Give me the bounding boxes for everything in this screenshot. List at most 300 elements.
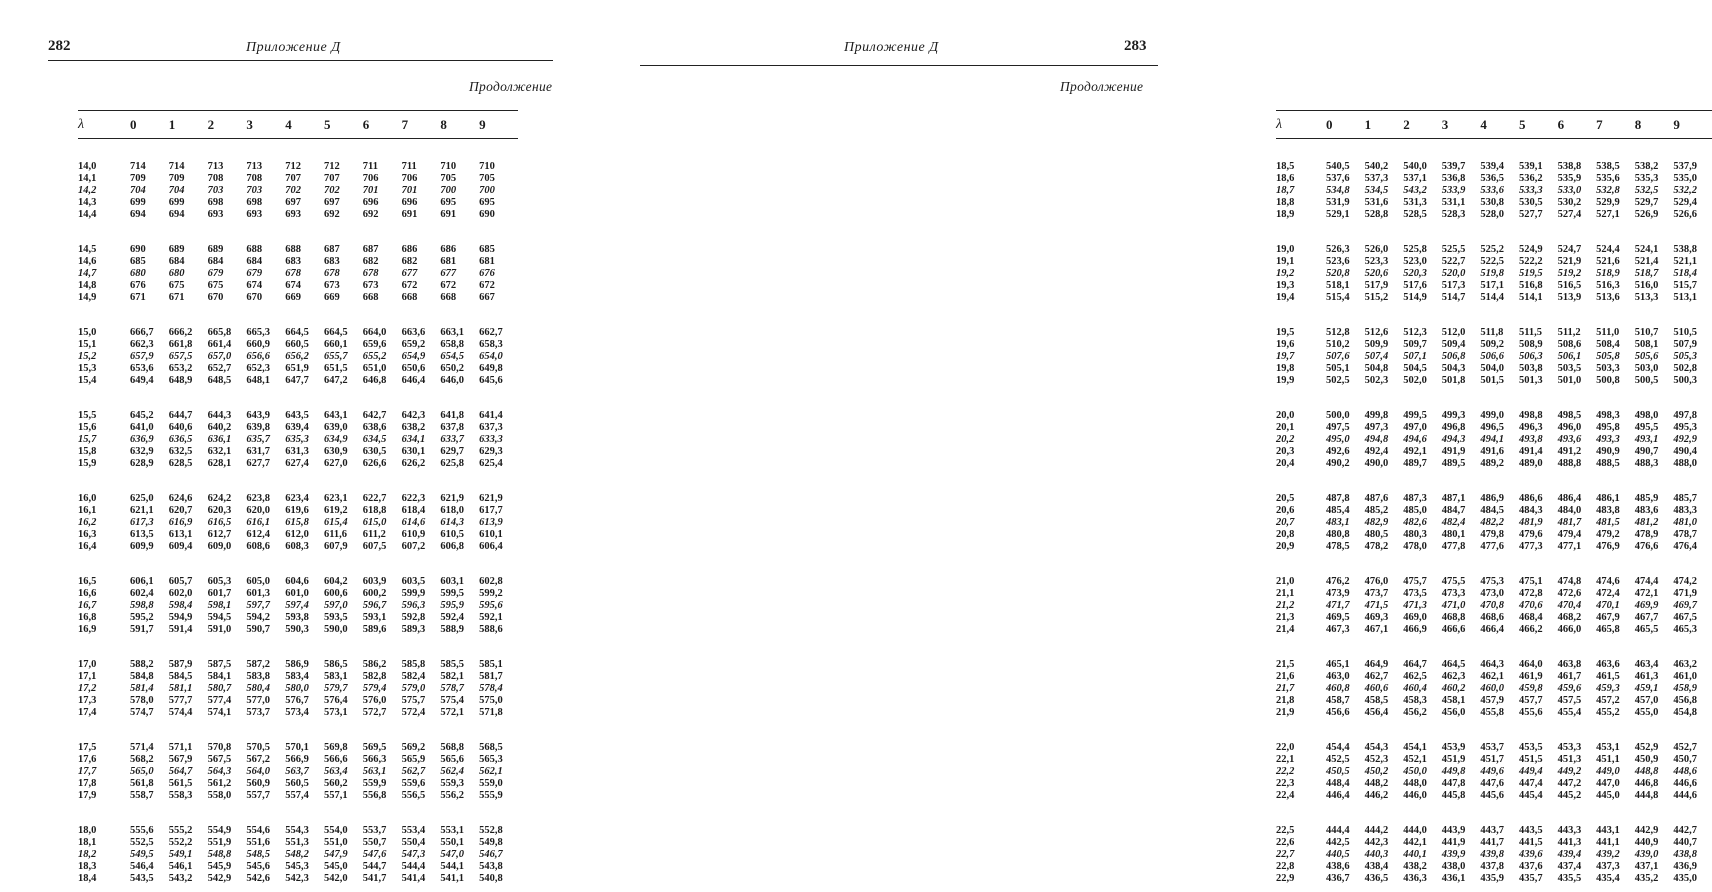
- top-rule: [640, 65, 1158, 66]
- value-cell: 477,8: [1442, 541, 1481, 553]
- lambda-cell: 21,3: [1276, 612, 1326, 624]
- table-row: [78, 339, 518, 351]
- value-cell: 446,0: [1403, 790, 1442, 802]
- value-cell: 645,6: [479, 375, 518, 387]
- value-cell: 543,2: [1403, 185, 1442, 197]
- value-cell: 525,2: [1480, 244, 1519, 256]
- value-cell: 457,7: [1519, 695, 1558, 707]
- value-cell: 492,4: [1365, 446, 1404, 458]
- value-cell: 557,1: [324, 790, 363, 802]
- value-cell: 681: [479, 256, 518, 268]
- value-cell: 510,5: [1673, 327, 1712, 339]
- value-cell: 605,7: [169, 576, 208, 588]
- lambda-cell: 15,8: [78, 446, 130, 458]
- value-cell: 587,2: [246, 659, 285, 671]
- value-cell: 621,9: [440, 493, 479, 505]
- value-cell: 541,7: [363, 873, 402, 885]
- lambda-cell: 15,9: [78, 458, 130, 470]
- value-cell: 623,8: [246, 493, 285, 505]
- lambda-cell: 19,8: [1276, 363, 1326, 375]
- value-cell: 530,2: [1558, 197, 1597, 209]
- value-cell: 437,1: [1635, 861, 1674, 873]
- value-cell: 514,9: [1403, 292, 1442, 304]
- value-cell: 439,8: [1480, 849, 1519, 861]
- value-cell: 565,3: [479, 754, 518, 766]
- table-row: [78, 268, 518, 280]
- value-cell: 482,9: [1365, 517, 1404, 529]
- value-cell: 628,9: [130, 458, 169, 470]
- table-row: [1276, 493, 1712, 505]
- value-cell: 500,8: [1596, 375, 1635, 387]
- value-cell: 632,5: [169, 446, 208, 458]
- row-group: [78, 659, 518, 719]
- value-cell: 570,5: [246, 742, 285, 754]
- header-col-6: 6: [363, 111, 402, 139]
- value-cell: 490,4: [1673, 446, 1712, 458]
- value-cell: 580,0: [285, 683, 324, 695]
- value-cell: 689: [208, 244, 247, 256]
- value-cell: 478,7: [1673, 529, 1712, 541]
- table-row: [1276, 624, 1712, 636]
- value-cell: 476,9: [1596, 541, 1635, 553]
- lambda-cell: 16,2: [78, 517, 130, 529]
- lambda-cell: 17,2: [78, 683, 130, 695]
- value-cell: 518,4: [1673, 268, 1712, 280]
- value-cell: 573,1: [324, 707, 363, 719]
- value-cell: 466,6: [1442, 624, 1481, 636]
- row-group: [1276, 161, 1712, 221]
- value-cell: 437,6: [1519, 861, 1558, 873]
- value-cell: 541,4: [402, 873, 441, 885]
- value-cell: 579,7: [324, 683, 363, 695]
- value-cell: 636,9: [130, 434, 169, 446]
- value-cell: 579,0: [402, 683, 441, 695]
- value-cell: 543,5: [130, 873, 169, 885]
- value-cell: 551,3: [285, 837, 324, 849]
- value-cell: 610,1: [479, 529, 518, 541]
- value-cell: 707: [285, 173, 324, 185]
- value-cell: 639,0: [324, 422, 363, 434]
- value-cell: 704: [130, 185, 169, 197]
- value-cell: 480,5: [1365, 529, 1404, 541]
- lambda-cell: 20,9: [1276, 541, 1326, 553]
- value-cell: 464,3: [1480, 659, 1519, 671]
- lambda-cell: 14,9: [78, 292, 130, 304]
- value-cell: 712: [285, 161, 324, 173]
- value-cell: 604,6: [285, 576, 324, 588]
- value-cell: 624,6: [169, 493, 208, 505]
- value-cell: 703: [208, 185, 247, 197]
- value-cell: 612,0: [285, 529, 324, 541]
- table-header-row: [1276, 111, 1712, 139]
- page-number: 282: [48, 38, 71, 55]
- value-cell: 526,3: [1326, 244, 1365, 256]
- table-row: [78, 541, 518, 553]
- value-cell: 538,8: [1673, 244, 1712, 256]
- value-cell: 617,3: [130, 517, 169, 529]
- value-cell: 671: [169, 292, 208, 304]
- value-cell: 447,6: [1480, 778, 1519, 790]
- value-cell: 474,2: [1673, 576, 1712, 588]
- value-cell: 488,3: [1635, 458, 1674, 470]
- value-cell: 708: [208, 173, 247, 185]
- value-cell: 705: [479, 173, 518, 185]
- value-cell: 448,8: [1635, 766, 1674, 778]
- value-cell: 602,4: [130, 588, 169, 600]
- header-col-2: 2: [1403, 111, 1442, 139]
- value-cell: 532,5: [1635, 185, 1674, 197]
- value-cell: 451,7: [1480, 754, 1519, 766]
- value-cell: 646,0: [440, 375, 479, 387]
- value-cell: 540,0: [1403, 161, 1442, 173]
- value-cell: 618,8: [363, 505, 402, 517]
- value-cell: 606,8: [440, 541, 479, 553]
- lambda-cell: 21,7: [1276, 683, 1326, 695]
- table-row: [78, 837, 518, 849]
- value-cell: 657,9: [130, 351, 169, 363]
- lambda-cell: 21,5: [1276, 659, 1326, 671]
- value-cell: 655,2: [363, 351, 402, 363]
- value-cell: 615,8: [285, 517, 324, 529]
- value-cell: 548,2: [285, 849, 324, 861]
- lambda-cell: 16,8: [78, 612, 130, 624]
- value-cell: 588,6: [479, 624, 518, 636]
- value-cell: 447,0: [1596, 778, 1635, 790]
- value-cell: 609,4: [169, 541, 208, 553]
- value-cell: 638,6: [363, 422, 402, 434]
- value-cell: 709: [130, 173, 169, 185]
- lambda-cell: 17,1: [78, 671, 130, 683]
- value-cell: 626,6: [363, 458, 402, 470]
- value-cell: 522,2: [1519, 256, 1558, 268]
- value-cell: 582,8: [363, 671, 402, 683]
- value-cell: 583,8: [246, 671, 285, 683]
- value-cell: 683: [324, 256, 363, 268]
- value-cell: 653,2: [169, 363, 208, 375]
- value-cell: 486,4: [1558, 493, 1597, 505]
- value-cell: 677: [402, 268, 441, 280]
- value-cell: 521,1: [1673, 256, 1712, 268]
- value-cell: 469,5: [1326, 612, 1365, 624]
- value-cell: 484,0: [1558, 505, 1597, 517]
- lambda-cell: 14,1: [78, 173, 130, 185]
- value-cell: 613,5: [130, 529, 169, 541]
- value-cell: 478,2: [1365, 541, 1404, 553]
- lambda-cell: 18,6: [1276, 173, 1326, 185]
- value-cell: 682: [402, 256, 441, 268]
- value-cell: 450,2: [1365, 766, 1404, 778]
- top-rule: [48, 60, 553, 61]
- value-cell: 705: [440, 173, 479, 185]
- value-cell: 435,0: [1673, 873, 1712, 885]
- value-cell: 655,7: [324, 351, 363, 363]
- value-cell: 468,4: [1519, 612, 1558, 624]
- value-cell: 707: [324, 173, 363, 185]
- value-cell: 693: [208, 209, 247, 221]
- value-cell: 436,9: [1673, 861, 1712, 873]
- value-cell: 678: [363, 268, 402, 280]
- value-cell: 515,7: [1673, 280, 1712, 292]
- value-cell: 578,4: [479, 683, 518, 695]
- header-lambda: λ: [1276, 111, 1326, 139]
- value-cell: 698: [208, 197, 247, 209]
- table-row: [78, 612, 518, 624]
- value-cell: 623,4: [285, 493, 324, 505]
- value-cell: 524,1: [1635, 244, 1674, 256]
- row-group: [1276, 410, 1712, 470]
- lambda-cell: 21,2: [1276, 600, 1326, 612]
- value-cell: 581,4: [130, 683, 169, 695]
- value-cell: 462,5: [1403, 671, 1442, 683]
- value-cell: 473,3: [1442, 588, 1481, 600]
- value-cell: 607,5: [363, 541, 402, 553]
- value-cell: 435,2: [1635, 873, 1674, 885]
- value-cell: 618,4: [402, 505, 441, 517]
- value-cell: 453,9: [1442, 742, 1481, 754]
- header-col-9: 9: [1673, 111, 1712, 139]
- value-cell: 641,4: [479, 410, 518, 422]
- value-cell: 627,7: [246, 458, 285, 470]
- value-cell: 477,1: [1558, 541, 1597, 553]
- value-cell: 441,3: [1558, 837, 1597, 849]
- value-cell: 639,4: [285, 422, 324, 434]
- value-cell: 671: [130, 292, 169, 304]
- value-cell: 511,8: [1480, 327, 1519, 339]
- value-cell: 605,3: [208, 576, 247, 588]
- right-page: [600, 0, 1200, 892]
- value-cell: 535,3: [1635, 173, 1674, 185]
- value-cell: 664,5: [324, 327, 363, 339]
- value-cell: 678: [285, 268, 324, 280]
- table-row: [78, 292, 518, 304]
- value-cell: 487,1: [1442, 493, 1481, 505]
- value-cell: 492,6: [1326, 446, 1365, 458]
- value-cell: 675: [208, 280, 247, 292]
- value-cell: 616,9: [169, 517, 208, 529]
- value-cell: 600,6: [324, 588, 363, 600]
- value-cell: 551,0: [324, 837, 363, 849]
- row-group: [1276, 825, 1712, 885]
- value-cell: 438,4: [1365, 861, 1404, 873]
- value-cell: 533,0: [1558, 185, 1597, 197]
- value-cell: 481,5: [1596, 517, 1635, 529]
- value-cell: 485,4: [1326, 505, 1365, 517]
- value-cell: 603,9: [363, 576, 402, 588]
- value-cell: 481,2: [1635, 517, 1674, 529]
- value-cell: 485,9: [1635, 493, 1674, 505]
- value-cell: 585,1: [479, 659, 518, 671]
- value-cell: 488,8: [1558, 458, 1597, 470]
- value-cell: 495,3: [1673, 422, 1712, 434]
- value-cell: 442,1: [1403, 837, 1442, 849]
- value-cell: 545,6: [246, 861, 285, 873]
- value-cell: 475,1: [1519, 576, 1558, 588]
- value-cell: 643,1: [324, 410, 363, 422]
- value-cell: 706: [363, 173, 402, 185]
- value-cell: 700: [440, 185, 479, 197]
- value-cell: 674: [285, 280, 324, 292]
- value-cell: 489,0: [1519, 458, 1558, 470]
- lambda-cell: 15,0: [78, 327, 130, 339]
- value-cell: 562,4: [440, 766, 479, 778]
- value-cell: 479,2: [1596, 529, 1635, 541]
- lambda-cell: 21,4: [1276, 624, 1326, 636]
- value-cell: 607,2: [402, 541, 441, 553]
- value-cell: 535,6: [1596, 173, 1635, 185]
- value-cell: 475,5: [1442, 576, 1481, 588]
- value-cell: 672: [402, 280, 441, 292]
- value-cell: 612,4: [246, 529, 285, 541]
- value-cell: 481,0: [1673, 517, 1712, 529]
- value-cell: 435,7: [1519, 873, 1558, 885]
- value-cell: 448,6: [1673, 766, 1712, 778]
- value-cell: 494,1: [1480, 434, 1519, 446]
- value-cell: 633,7: [440, 434, 479, 446]
- value-cell: 473,5: [1403, 588, 1442, 600]
- left-page: [0, 0, 600, 892]
- value-cell: 620,0: [246, 505, 285, 517]
- value-cell: 559,6: [402, 778, 441, 790]
- value-cell: 509,9: [1365, 339, 1404, 351]
- value-cell: 538,8: [1558, 161, 1597, 173]
- value-cell: 457,0: [1635, 695, 1674, 707]
- value-cell: 489,5: [1442, 458, 1481, 470]
- value-cell: 563,1: [363, 766, 402, 778]
- value-cell: 444,0: [1403, 825, 1442, 837]
- lambda-table: [78, 110, 518, 885]
- lambda-cell: 17,3: [78, 695, 130, 707]
- table-row: [1276, 327, 1712, 339]
- value-cell: 566,9: [285, 754, 324, 766]
- value-cell: 654,9: [402, 351, 441, 363]
- value-cell: 587,9: [169, 659, 208, 671]
- value-cell: 619,6: [285, 505, 324, 517]
- value-cell: 469,0: [1403, 612, 1442, 624]
- page-number: 283: [1124, 38, 1147, 55]
- value-cell: 450,0: [1403, 766, 1442, 778]
- value-cell: 440,9: [1635, 837, 1674, 849]
- value-cell: 567,9: [169, 754, 208, 766]
- value-cell: 460,4: [1403, 683, 1442, 695]
- value-cell: 643,5: [285, 410, 324, 422]
- value-cell: 536,8: [1442, 173, 1481, 185]
- value-cell: 487,3: [1403, 493, 1442, 505]
- value-cell: 662,7: [479, 327, 518, 339]
- value-cell: 442,7: [1673, 825, 1712, 837]
- value-cell: 458,3: [1403, 695, 1442, 707]
- value-cell: 494,3: [1442, 434, 1481, 446]
- value-cell: 706: [402, 173, 441, 185]
- value-cell: 502,5: [1326, 375, 1365, 387]
- value-cell: 587,5: [208, 659, 247, 671]
- value-cell: 495,5: [1635, 422, 1674, 434]
- value-cell: 453,3: [1558, 742, 1597, 754]
- value-cell: 699: [169, 197, 208, 209]
- value-cell: 667: [479, 292, 518, 304]
- value-cell: 585,8: [402, 659, 441, 671]
- value-cell: 711: [402, 161, 441, 173]
- value-cell: 684: [169, 256, 208, 268]
- value-cell: 694: [130, 209, 169, 221]
- row-group: [1276, 576, 1712, 636]
- value-cell: 449,2: [1558, 766, 1597, 778]
- table-row: [1276, 434, 1712, 446]
- value-cell: 577,0: [246, 695, 285, 707]
- value-cell: 632,1: [208, 446, 247, 458]
- table-row: [1276, 588, 1712, 600]
- value-cell: 482,2: [1480, 517, 1519, 529]
- table-row: [78, 766, 518, 778]
- value-cell: 556,2: [440, 790, 479, 802]
- value-cell: 516,5: [1558, 280, 1597, 292]
- value-cell: 475,3: [1480, 576, 1519, 588]
- value-cell: 602,0: [169, 588, 208, 600]
- value-cell: 533,9: [1442, 185, 1481, 197]
- value-cell: 550,7: [363, 837, 402, 849]
- value-cell: 485,2: [1365, 505, 1404, 517]
- value-cell: 538,5: [1596, 161, 1635, 173]
- value-cell: 627,0: [324, 458, 363, 470]
- value-cell: 599,9: [402, 588, 441, 600]
- table-row: [1276, 790, 1712, 802]
- value-cell: 588,9: [440, 624, 479, 636]
- value-cell: 476,0: [1365, 576, 1404, 588]
- value-cell: 635,3: [285, 434, 324, 446]
- value-cell: 480,1: [1442, 529, 1481, 541]
- value-cell: 703: [246, 185, 285, 197]
- table-row: [78, 280, 518, 292]
- table-header-row: [78, 111, 518, 139]
- value-cell: 451,3: [1558, 754, 1597, 766]
- value-cell: 532,8: [1596, 185, 1635, 197]
- value-cell: 443,1: [1596, 825, 1635, 837]
- value-cell: 485,0: [1403, 505, 1442, 517]
- value-cell: 473,7: [1365, 588, 1404, 600]
- value-cell: 592,4: [440, 612, 479, 624]
- value-cell: 713: [246, 161, 285, 173]
- table-row: [1276, 410, 1712, 422]
- value-cell: 465,5: [1635, 624, 1674, 636]
- value-cell: 528,0: [1480, 209, 1519, 221]
- table-row: [78, 671, 518, 683]
- value-cell: 555,6: [130, 825, 169, 837]
- value-cell: 641,8: [440, 410, 479, 422]
- table-row: [78, 458, 518, 470]
- lambda-cell: 20,7: [1276, 517, 1326, 529]
- value-cell: 620,7: [169, 505, 208, 517]
- value-cell: 530,5: [1519, 197, 1558, 209]
- value-cell: 511,0: [1596, 327, 1635, 339]
- value-cell: 467,3: [1326, 624, 1365, 636]
- lambda-cell: 18,8: [1276, 197, 1326, 209]
- lambda-cell: 20,1: [1276, 422, 1326, 434]
- value-cell: 443,3: [1558, 825, 1597, 837]
- value-cell: 511,5: [1519, 327, 1558, 339]
- table-row: [1276, 422, 1712, 434]
- value-cell: 658,8: [440, 339, 479, 351]
- value-cell: 680: [169, 268, 208, 280]
- value-cell: 554,9: [208, 825, 247, 837]
- header-col-4: 4: [285, 111, 324, 139]
- lambda-cell: 16,0: [78, 493, 130, 505]
- value-cell: 486,6: [1519, 493, 1558, 505]
- value-cell: 584,5: [169, 671, 208, 683]
- value-cell: 526,0: [1365, 244, 1404, 256]
- value-cell: 665,3: [246, 327, 285, 339]
- value-cell: 523,0: [1403, 256, 1442, 268]
- value-cell: 642,7: [363, 410, 402, 422]
- lambda-cell: 17,6: [78, 754, 130, 766]
